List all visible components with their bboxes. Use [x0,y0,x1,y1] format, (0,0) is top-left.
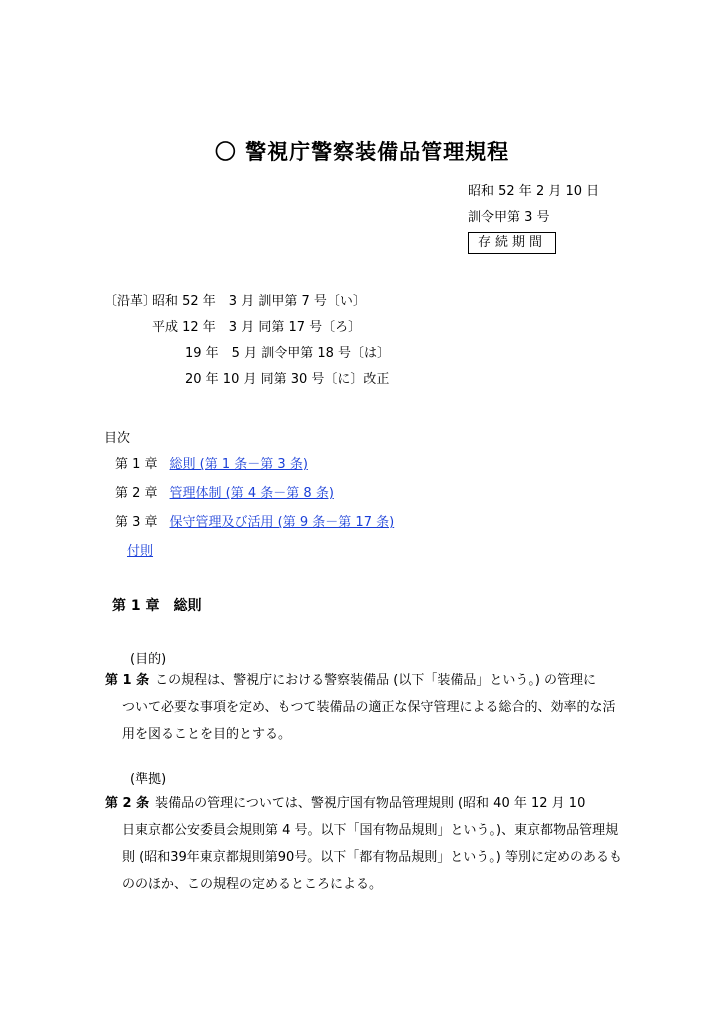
article-number: 第 2 条 [105,796,150,811]
toc-chapter-number: 第 1 章 [115,457,158,472]
history-label: 〔沿革〕 [104,294,157,309]
toc-item [115,453,308,472]
article-2 [105,790,625,898]
history-entry: 19 年 5 月 訓令甲第 18 号〔は〕 [185,346,391,361]
toc-item [115,482,334,501]
article-text-first: 装備品の管理については、警視庁国有物品管理規則 (昭和 40 年 12 月 10 [155,796,586,811]
article-caption: (目的) [130,652,167,667]
toc-appendix [115,540,153,559]
article-text-rest: 日東京都公安委員会規則第 4 号。以下「国有物品規則」という。)、東京都物品管理規則 (昭和39年東京都規則第90号。以下「都有物品規則」という。) 等別に定めのあるもののほか、この規程の定めるところによる。 [122,823,622,892]
page-title: 〇 警視庁警察装備品管理規程 [214,140,510,164]
toc-link-appendix[interactable]: 付則 [127,544,154,559]
directive-number: 訓令甲第 3 号 [468,210,550,225]
article-number: 第 1 条 [105,673,150,688]
article-text-rest: ついて必要な事項を定め、もつて装備品の適正な保守管理による総合的、効率的な活用を図ることを目的とする。 [122,700,616,742]
toc-chapter-number: 第 3 章 [115,515,158,530]
article-text-first: この規程は、警視庁における警察装備品 (以下「装備品」という。) の管理に [155,673,597,688]
toc-link-chapter-2[interactable]: 管理体制 (第 4 条－第 8 条) [169,486,334,501]
toc-item [115,511,394,530]
toc-link-chapter-1[interactable]: 総則 (第 1 条－第 3 条) [169,457,308,472]
article-1 [105,667,625,748]
history-entry: 昭和 52 年 3 月 訓甲第 7 号〔い〕 [152,294,366,309]
article-caption: (準拠) [130,772,167,787]
history-entry: 20 年 10 月 同第 30 号〔に〕改正 [185,372,390,387]
chapter-heading: 第 1 章 総則 [112,598,202,614]
toc-heading: 目次 [104,431,131,446]
duration-box: 存続期間 [468,232,556,254]
toc-chapter-number: 第 2 章 [115,486,158,501]
history-entry: 平成 12 年 3 月 同第 17 号〔ろ〕 [152,320,362,335]
toc-link-chapter-3[interactable]: 保守管理及び活用 (第 9 条－第 17 条) [169,515,395,530]
enactment-date: 昭和 52 年 2 月 10 日 [468,184,600,199]
